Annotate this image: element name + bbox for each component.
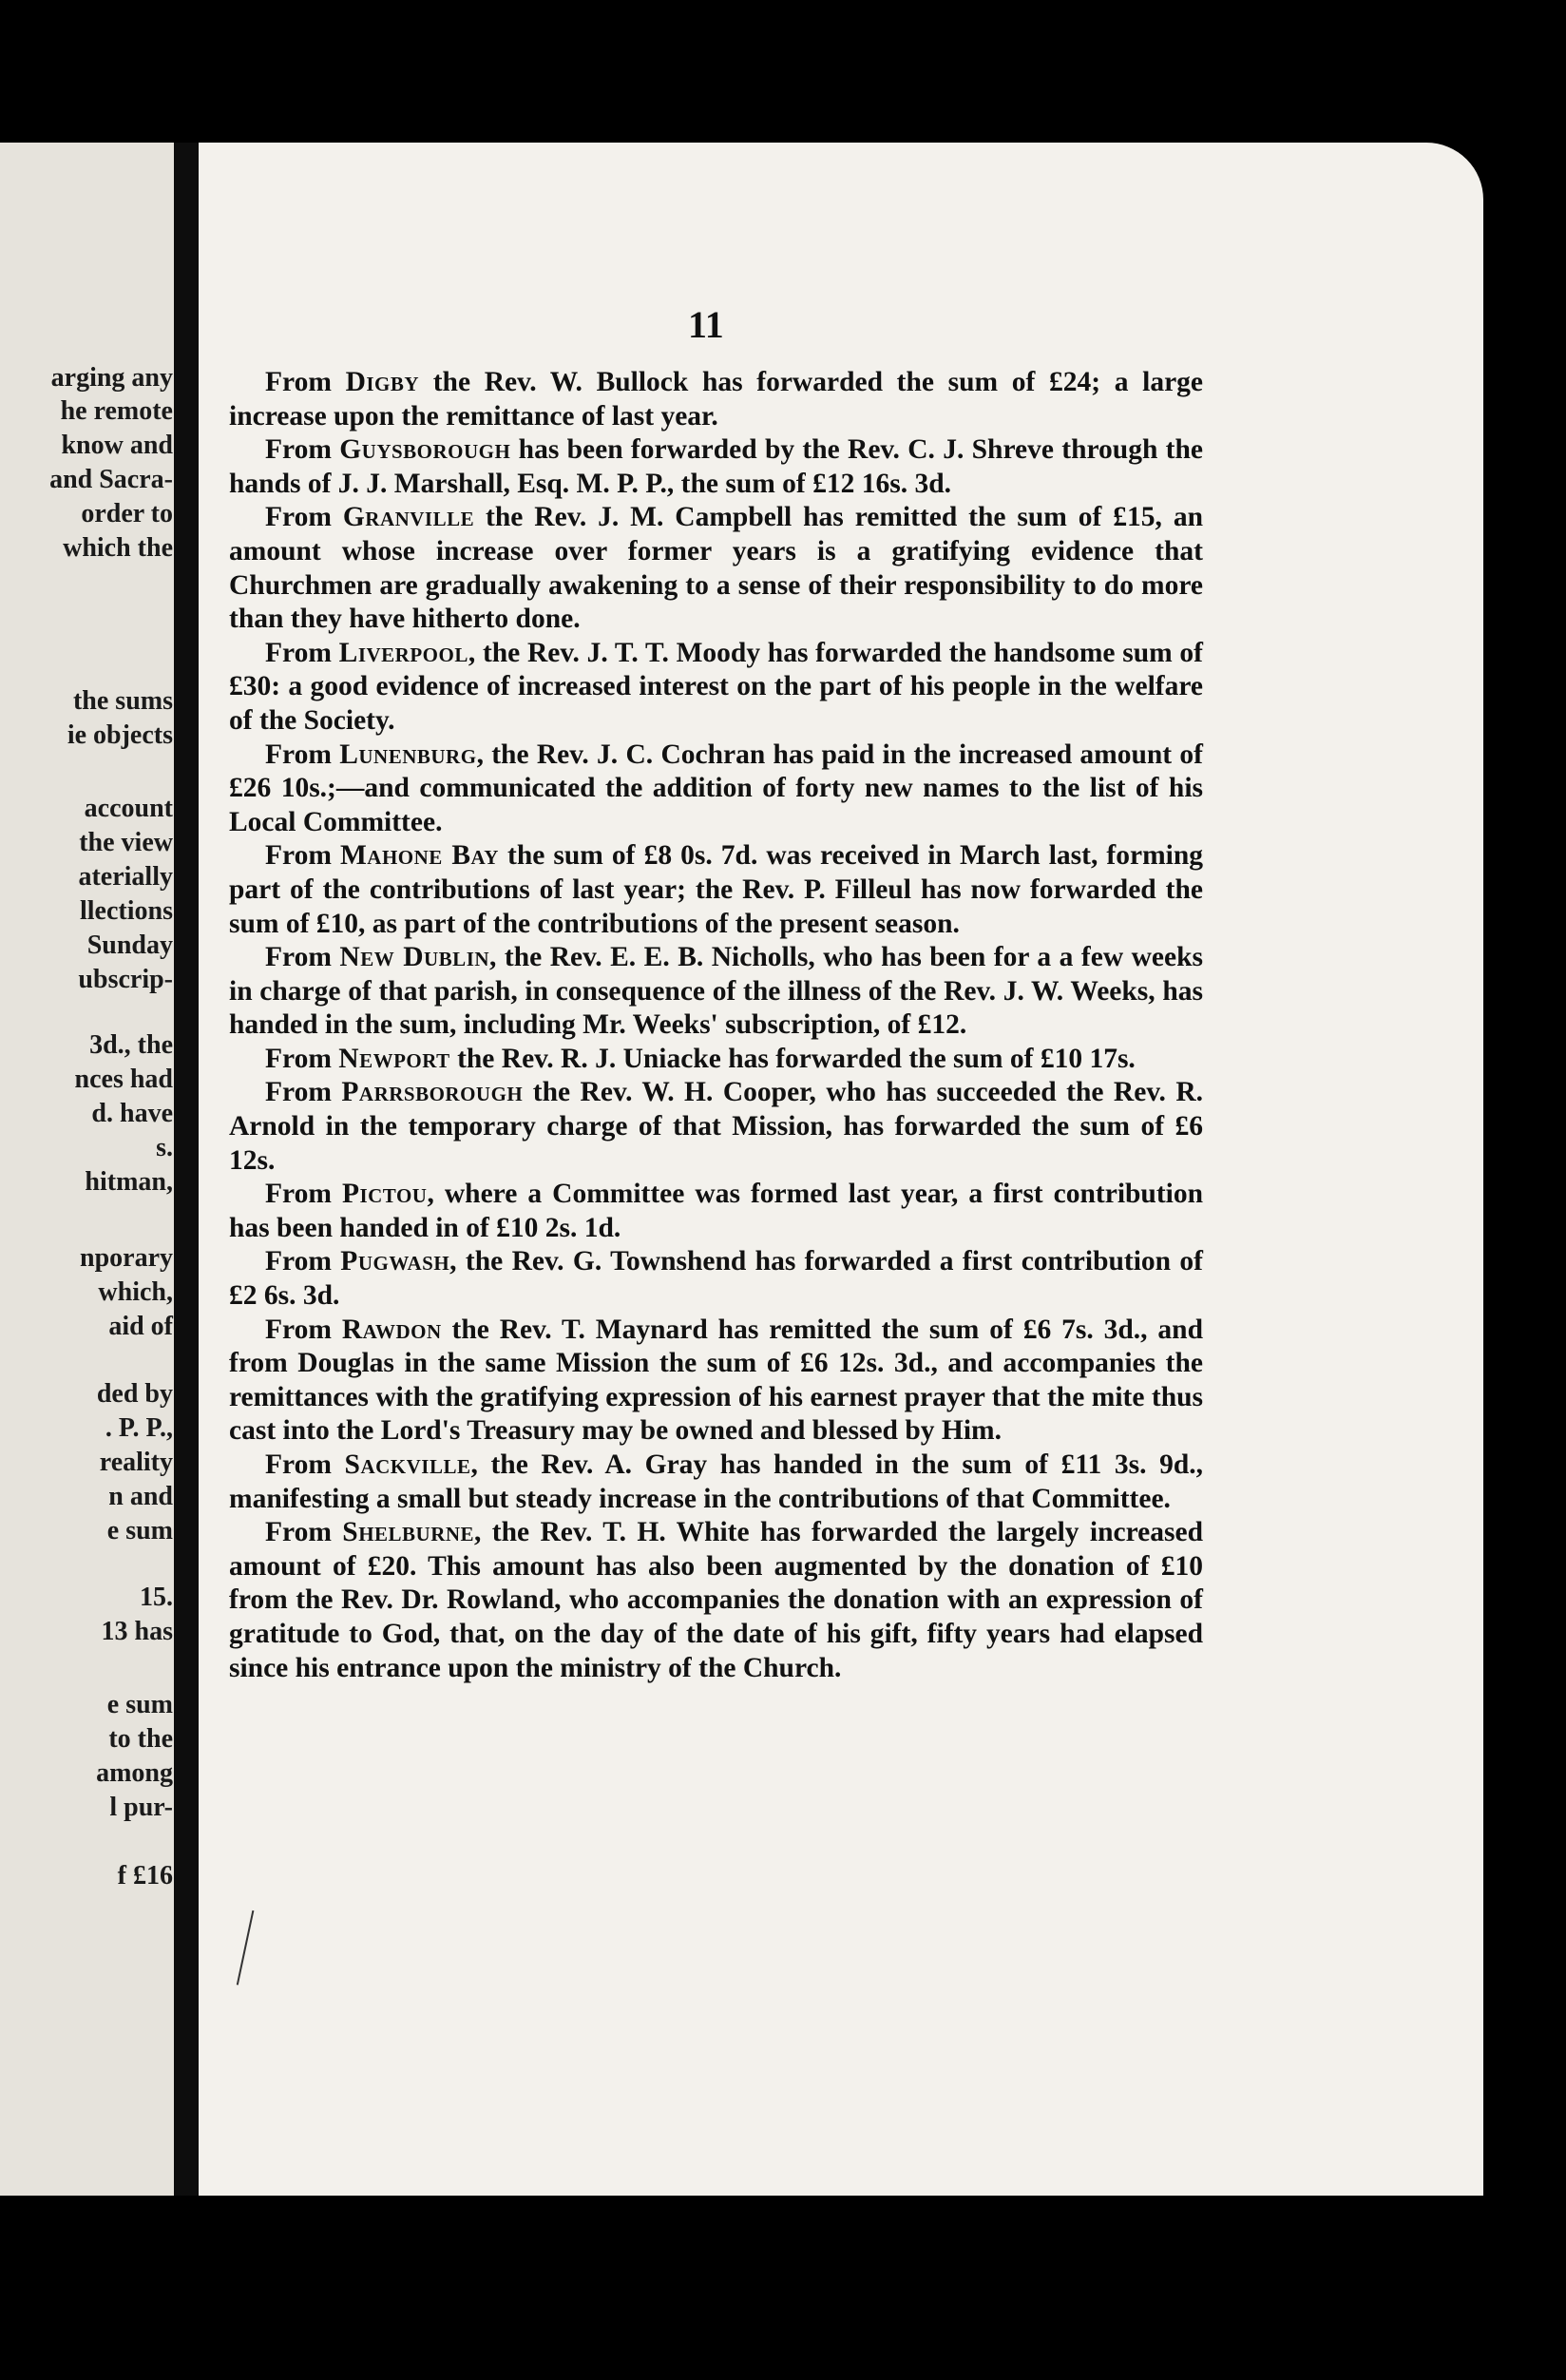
paragraph	[229, 739, 1203, 840]
para-text: the Rev. J. M. Campbell has remitted the sum of £15, an amount whose increase over former years is a gratifying evidence that Churchmen are gradually awakening to a sense of their responsibility to do more than they have hitherto done.	[229, 502, 1203, 635]
paragraph	[229, 1516, 1203, 1685]
para-lead: From	[265, 1314, 332, 1345]
left-line: order to	[81, 499, 173, 528]
left-line: n and	[108, 1482, 173, 1511]
place-name: Newport	[338, 1043, 450, 1074]
paragraph	[229, 1245, 1203, 1313]
para-lead: From	[265, 1179, 332, 1210]
place-name: Parrsborough	[341, 1077, 524, 1108]
para-lead: From	[265, 1246, 332, 1277]
left-line: know and	[61, 431, 173, 460]
left-line: d. have	[91, 1099, 173, 1128]
left-page-fragment	[0, 143, 181, 2196]
place-name: Digby	[345, 367, 420, 397]
left-line: aterially	[78, 862, 173, 892]
place-name: Liverpool	[338, 637, 468, 668]
place-name: Sackville	[344, 1449, 471, 1480]
left-line: l pur-	[109, 1793, 173, 1822]
para-lead: From	[265, 1077, 332, 1108]
para-text: the Rev. W. Bullock has forwarded the sum of £24; a large increase upon the remittance of last year.	[229, 367, 1204, 432]
place-name: Guysborough	[339, 434, 511, 466]
para-text: , the Rev. T. H. White has forwarded the largely increased amount of £20. This amount has also been augmented by the donation of £10 from the Rev. Dr. Rowland, who accompanies the donation with an expression of gratitude to God, that, on the day of the date of his gift, fifty years had elapsed since his entrance upon the ministry of the Church.	[229, 1517, 1204, 1683]
paragraph	[229, 1076, 1203, 1178]
para-lead: From	[265, 434, 332, 466]
para-lead: From	[265, 840, 332, 872]
place-name: Pugwash	[340, 1246, 450, 1277]
place-name: Mahone Bay	[339, 840, 499, 872]
paragraph	[229, 433, 1203, 501]
page-number: 11	[688, 303, 724, 346]
para-lead: From	[265, 1449, 332, 1480]
left-line: arging any	[50, 363, 173, 393]
para-text: , the Rev. J. C. Cochran has paid in the increased amount of £26 10s.;—and communicated the addition of forty new names to the list of his Local Committee.	[229, 739, 1203, 837]
left-line: ie objects	[67, 720, 173, 750]
left-line: . P. P.,	[105, 1413, 173, 1443]
place-name: Lunenburg	[339, 739, 477, 770]
para-text: , the Rev. A. Gray has handed in the sum of £11 3s. 9d., manifesting a small but steady increase in the contributions of that Committee.	[229, 1449, 1204, 1514]
left-line: e sum	[106, 1690, 173, 1719]
para-text: , the Rev. J. T. T. Moody has forwarded the handsome sum of £30: a good evidence of increased interest on the part of his people in the welfare of the Society.	[229, 637, 1203, 736]
left-line: which,	[98, 1277, 173, 1307]
body-text	[229, 366, 1203, 1685]
left-line: 15.	[140, 1583, 173, 1612]
paragraph	[229, 1314, 1203, 1449]
left-line: aid of	[108, 1312, 173, 1341]
pencil-mark	[237, 1910, 261, 1987]
left-line: ded by	[96, 1379, 173, 1409]
left-line: the sums	[72, 686, 173, 716]
para-lead: From	[265, 739, 332, 770]
place-name: Granville	[342, 502, 475, 533]
left-line: nporary	[80, 1243, 173, 1273]
left-line: Sunday	[86, 931, 173, 960]
place-name: Shelburne	[342, 1517, 475, 1548]
left-line: which the	[63, 533, 173, 563]
paragraph	[229, 1043, 1203, 1077]
place-name: Rawdon	[341, 1314, 442, 1345]
left-line: e sum	[106, 1516, 173, 1545]
left-line: reality	[99, 1448, 173, 1477]
paragraph	[229, 1449, 1203, 1516]
left-line: s.	[156, 1133, 173, 1162]
para-lead: From	[265, 502, 332, 533]
para-text: , the Rev. G. Townshend has forwarded a first contribution of £2 6s. 3d.	[229, 1246, 1204, 1312]
left-line: to the	[108, 1724, 173, 1754]
para-text: , where a Committee was formed last year, a first contribution has been handed in of £10 2s. 1d.	[229, 1179, 1204, 1243]
para-text: , the Rev. E. E. B. Nicholls, who has been for a a few weeks in charge of that parish, in consequence of the illness of the Rev. J. W. Weeks, has handed in the sum, including Mr. Weeks' subscription, of £12.	[229, 942, 1203, 1041]
para-text: has been forwarded by the Rev. C. J. Shreve through the hands of J. J. Marshall, Esq. M. P. P., the sum of £12 16s. 3d.	[229, 434, 1204, 499]
para-text: the sum of £8 0s. 7d. was received in March last, forming part of the contributions of last year; the Rev. P. Filleul has now forwarded the sum of £10, as part of the contributions of the present season.	[229, 840, 1203, 939]
para-lead: From	[265, 942, 332, 973]
left-line: among	[96, 1758, 173, 1788]
paragraph	[229, 366, 1203, 433]
paragraph	[229, 941, 1203, 1043]
page-gutter	[174, 143, 199, 2196]
paragraph	[229, 1178, 1203, 1245]
left-line: llections	[80, 896, 173, 926]
para-lead: From	[265, 637, 332, 668]
place-name: Pictou	[341, 1179, 428, 1210]
left-line: he remote	[60, 396, 173, 426]
para-lead: From	[265, 367, 332, 397]
left-line: nces had	[74, 1065, 173, 1094]
para-text: the Rev. R. J. Uniacke has forwarded the sum of £10 17s.	[449, 1043, 1136, 1074]
para-lead: From	[265, 1517, 332, 1548]
right-page	[199, 143, 1483, 2196]
left-line: the view	[79, 828, 173, 857]
left-line: hitman,	[85, 1167, 173, 1197]
para-lead: From	[265, 1043, 332, 1074]
left-line: and Sacra-	[49, 465, 173, 494]
para-text: the Rev. T. Maynard has remitted the sum of £6 7s. 3d., and from Douglas in the same Mission the sum of £6 12s. 3d., and accompanies the remittances with the gratifying expression of his earnest prayer that the mite thus cast into the Lord's Treasury may be owned and blessed by Him.	[229, 1314, 1203, 1447]
paragraph	[229, 637, 1203, 739]
paragraph	[229, 501, 1203, 636]
left-line: 3d., the	[89, 1030, 173, 1060]
para-text: the Rev. W. H. Cooper, who has succeeded the Rev. R. Arnold in the temporary charge of that Mission, has forwarded the sum of £6 12s.	[229, 1077, 1203, 1176]
left-line: ubscrip-	[78, 965, 173, 994]
left-line: account	[84, 794, 173, 823]
place-name: New Dublin	[339, 942, 490, 973]
paragraph	[229, 839, 1203, 941]
left-line: f £16	[117, 1861, 173, 1891]
left-line: 13 has	[101, 1617, 173, 1646]
